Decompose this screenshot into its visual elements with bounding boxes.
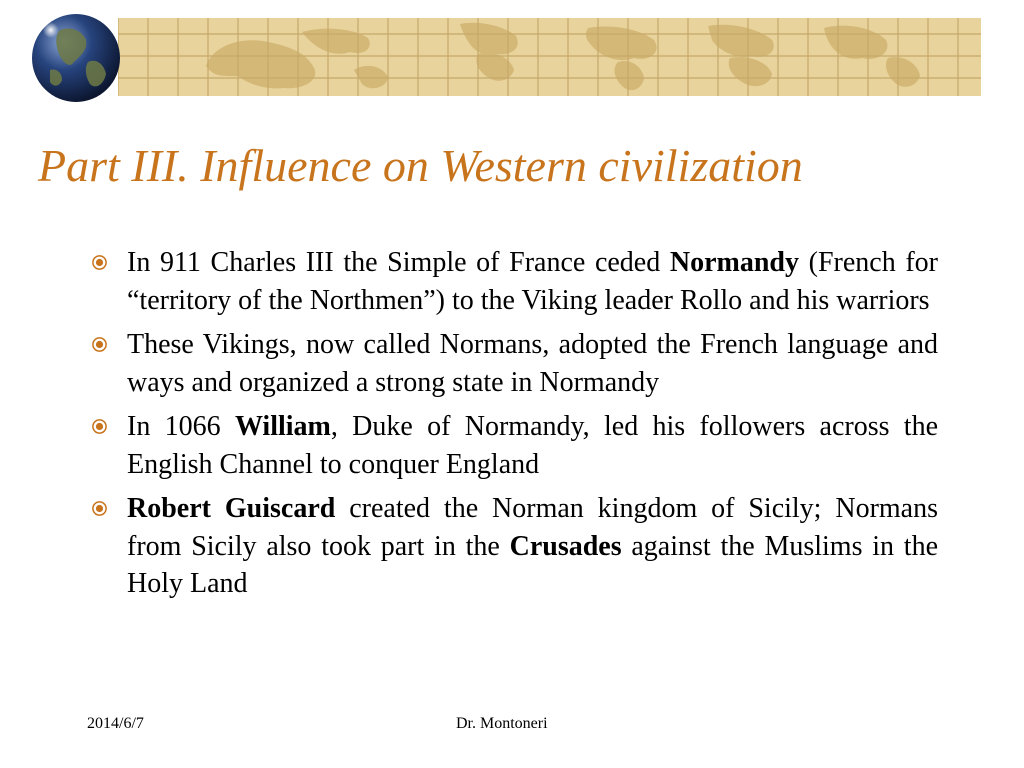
bullet-text xyxy=(127,247,938,316)
bullet-text-bold: Robert Guiscard xyxy=(127,493,336,524)
bullet-text-run: (French for “territory of the Northmen”) to the Viking leader Rollo and his warriors xyxy=(127,247,939,316)
globe-highlight xyxy=(40,20,76,56)
bullet-circle-icon xyxy=(92,255,107,270)
bullet-text-bold: Crusades xyxy=(509,530,622,562)
globe-icon xyxy=(30,12,122,104)
bullet-text-bold: William xyxy=(234,411,331,442)
footer-date: 2014/6/7 xyxy=(87,715,144,732)
bullet-text-run: against the Muslims in the Holy Land xyxy=(127,530,939,599)
footer-author: Dr. Montoneri xyxy=(456,715,548,732)
bullet-text-run: In 1066 xyxy=(127,411,235,442)
bullet-text-run: , Duke of Normandy, led his followers across the English Channel to conquer England xyxy=(127,411,938,480)
bullet-circle-icon xyxy=(92,337,107,352)
bullet-text xyxy=(127,493,938,599)
bullet-item xyxy=(92,408,938,483)
slide-title: Part III. Influence on Western civilization xyxy=(38,140,803,191)
bullet-text-run: In 911 Charles III the Simple of France ceded xyxy=(127,247,670,278)
bullet-text xyxy=(127,329,938,398)
bullet-item xyxy=(92,326,938,401)
world-map-banner-icon xyxy=(118,18,981,96)
bullet-text-run: created the Norman kingdom of Sicily; Normans from Sicily also took part in the xyxy=(127,493,938,562)
bullet-text-bold: Normandy xyxy=(669,247,799,278)
bullet-circle-icon xyxy=(92,419,107,434)
bullet-list xyxy=(92,244,938,610)
bullet-item xyxy=(92,490,938,603)
bullet-text xyxy=(127,411,938,480)
bullet-circle-icon xyxy=(92,501,107,516)
bullet-text-run: These Vikings, now called Normans, adopted the French language and ways and organized a strong state in Normandy xyxy=(127,329,938,398)
bullet-item xyxy=(92,244,938,319)
